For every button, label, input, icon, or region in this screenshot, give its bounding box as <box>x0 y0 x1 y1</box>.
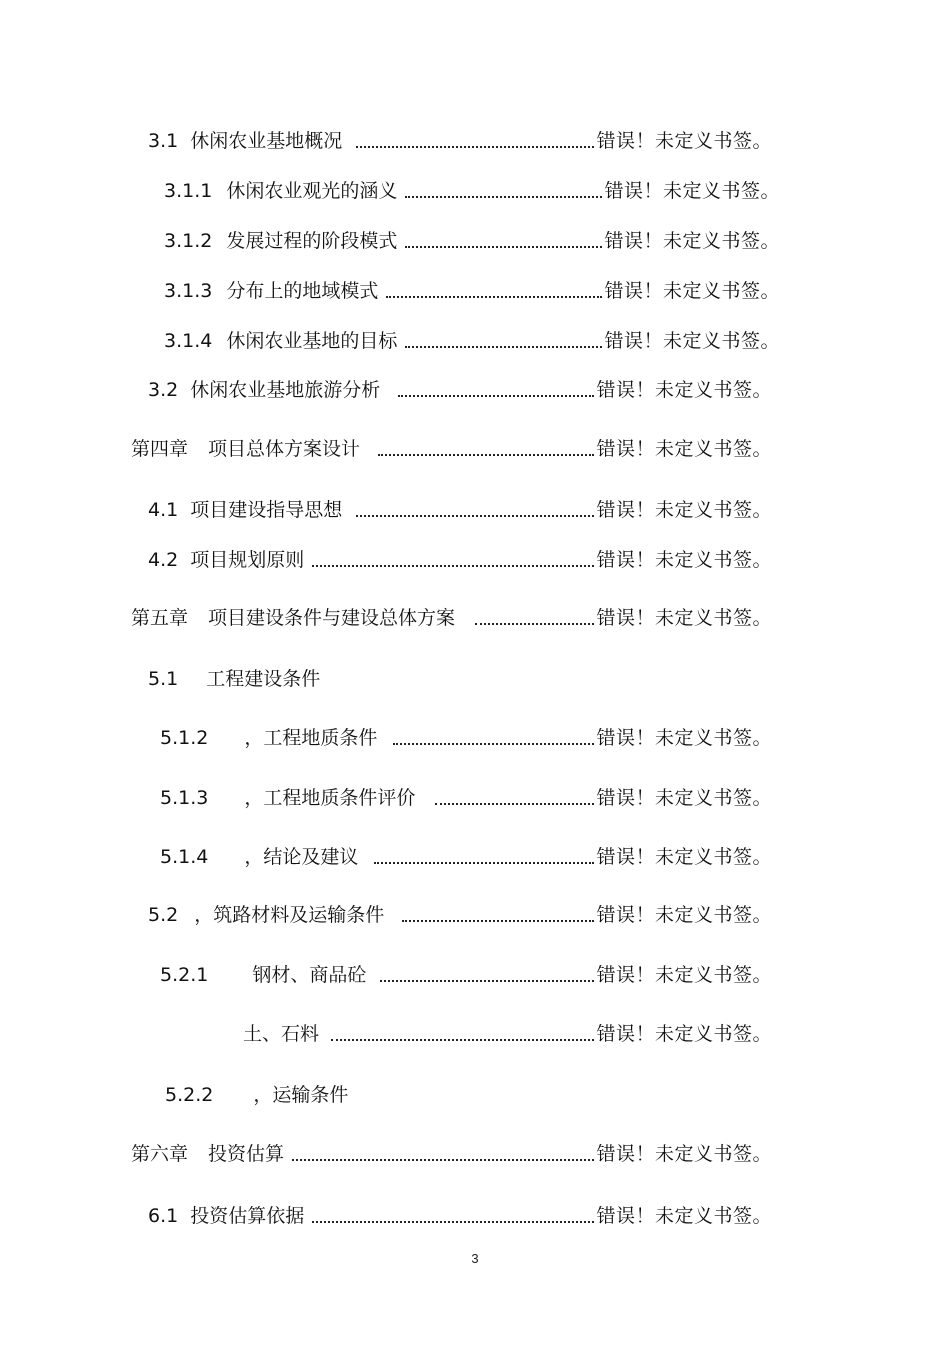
page-number: 3 <box>471 1251 479 1266</box>
toc-entry-page-ref: 错误！未定义书签。 <box>604 330 780 352</box>
toc-entry-page-ref: 错误！未定义书签。 <box>596 1143 772 1165</box>
toc-entry[interactable] <box>0 176 950 206</box>
toc-chapter-number: 第四章 <box>131 438 189 460</box>
toc-entry-number: 5.2.2 <box>165 1084 214 1106</box>
toc-dot-leader <box>356 126 594 156</box>
toc-entry-title: ，结论及建议 <box>244 846 359 868</box>
toc-chapter-entry[interactable] <box>0 1139 950 1169</box>
toc-entry[interactable] <box>0 664 950 694</box>
toc-entry-number: 3.1.3 <box>164 280 213 302</box>
toc-entry-title: ，工程地质条件 <box>244 727 378 749</box>
toc-entry-number: 4.1 <box>148 499 179 521</box>
toc-entry-number: 5.1.3 <box>160 787 209 809</box>
toc-entry[interactable] <box>0 326 950 356</box>
toc-chapter-title: 项目总体方案设计 <box>208 438 361 460</box>
toc-entry-number: 4.2 <box>148 549 179 571</box>
toc-entry-page-ref: 错误！未定义书签。 <box>596 904 772 926</box>
toc-entry-page-ref: 错误！未定义书签。 <box>596 379 772 401</box>
toc-entry-page-ref: 错误！未定义书签。 <box>596 499 772 521</box>
toc-entry-title: 休闲农业基地的目标 <box>226 330 398 352</box>
toc-dot-leader <box>393 723 594 753</box>
toc-dot-leader <box>475 603 594 633</box>
toc-entry-number: 3.1 <box>148 130 179 152</box>
toc-entry-page-ref: 错误！未定义书签。 <box>604 180 780 202</box>
toc-dot-leader <box>292 1139 594 1169</box>
toc-dot-leader <box>405 226 602 256</box>
toc-dot-leader <box>386 276 602 306</box>
toc-entry-title: 休闲农业基地概况 <box>190 130 343 152</box>
toc-entry-title: 土、石料 <box>243 1023 320 1045</box>
toc-entry[interactable] <box>0 783 950 813</box>
toc-entry-number: 5.1.4 <box>160 846 209 868</box>
toc-entry[interactable] <box>0 1080 950 1110</box>
toc-entry[interactable] <box>0 495 950 525</box>
toc-dot-leader <box>380 960 594 990</box>
toc-entry-page-ref: 错误！未定义书签。 <box>596 130 772 152</box>
toc-entry-title: 投资估算依据 <box>190 1205 305 1227</box>
toc-dot-leader <box>331 1019 594 1049</box>
toc-entry-number: 3.1.2 <box>164 230 213 252</box>
toc-entry-page-ref: 错误！未定义书签。 <box>596 787 772 809</box>
toc-entry[interactable] <box>0 126 950 156</box>
toc-entry[interactable] <box>0 960 950 990</box>
toc-dot-leader <box>398 375 594 405</box>
toc-entry-title: 发展过程的阶段模式 <box>226 230 398 252</box>
toc-entry[interactable] <box>0 375 950 405</box>
toc-entry[interactable] <box>0 226 950 256</box>
toc-dot-leader <box>356 495 594 525</box>
toc-entry-page-ref: 错误！未定义书签。 <box>596 1023 772 1045</box>
toc-entry-number: 3.1.4 <box>164 330 213 352</box>
toc-entry-page-ref: 错误！未定义书签。 <box>596 607 772 629</box>
toc-dot-leader <box>405 326 602 356</box>
toc-chapter-title: 投资估算 <box>208 1143 285 1165</box>
toc-chapter-number: 第六章 <box>131 1143 189 1165</box>
toc-dot-leader <box>378 434 594 464</box>
toc-entry[interactable] <box>0 900 950 930</box>
toc-entry-title: 工程建设条件 <box>206 668 321 690</box>
toc-dot-leader <box>435 783 594 813</box>
toc-entry-number: 5.1 <box>148 668 179 690</box>
toc-entry[interactable] <box>0 723 950 753</box>
toc-entry-page-ref: 错误！未定义书签。 <box>604 280 780 302</box>
toc-entry[interactable] <box>0 276 950 306</box>
toc-dot-leader <box>312 545 594 575</box>
toc-entry-number: 3.1.1 <box>164 180 213 202</box>
toc-entry[interactable] <box>0 1201 950 1231</box>
toc-entry-page-ref: 错误！未定义书签。 <box>596 846 772 868</box>
toc-dot-leader <box>402 900 594 930</box>
toc-entry-title: ，运输条件 <box>253 1084 349 1106</box>
toc-entry-number: 5.2 <box>148 904 179 926</box>
toc-dot-leader <box>374 842 594 872</box>
toc-entry-number: 5.2.1 <box>160 964 209 986</box>
toc-entry-number: 3.2 <box>148 379 179 401</box>
toc-entry-title: ，工程地质条件评价 <box>244 787 416 809</box>
toc-entry-page-ref: 错误！未定义书签。 <box>596 438 772 460</box>
toc-entry-title: 项目建设指导思想 <box>190 499 343 521</box>
toc-entry-page-ref: 错误！未定义书签。 <box>596 1205 772 1227</box>
toc-entry-title: 分布上的地域模式 <box>226 280 379 302</box>
toc-entry-page-ref: 错误！未定义书签。 <box>596 964 772 986</box>
toc-dot-leader <box>405 176 602 206</box>
toc-chapter-number: 第五章 <box>131 607 189 629</box>
toc-entry-title: 钢材、商品砼 <box>252 964 367 986</box>
toc-entry[interactable] <box>0 842 950 872</box>
toc-entry[interactable] <box>0 545 950 575</box>
toc-entry-title: 休闲农业基地旅游分析 <box>190 379 381 401</box>
toc-entry-title: ，筑路材料及运输条件 <box>194 904 385 926</box>
toc-entry-title: 项目规划原则 <box>190 549 305 571</box>
toc-entry[interactable] <box>0 1019 950 1049</box>
toc-entry-page-ref: 错误！未定义书签。 <box>596 549 772 571</box>
toc-chapter-entry[interactable] <box>0 434 950 464</box>
toc-entry-number: 5.1.2 <box>160 727 209 749</box>
toc-chapter-entry[interactable] <box>0 603 950 633</box>
toc-entry-page-ref: 错误！未定义书签。 <box>596 727 772 749</box>
toc-entry-number: 6.1 <box>148 1205 179 1227</box>
toc-entry-page-ref: 错误！未定义书签。 <box>604 230 780 252</box>
toc-chapter-title: 项目建设条件与建设总体方案 <box>208 607 456 629</box>
toc-dot-leader <box>312 1201 594 1231</box>
toc-entry-title: 休闲农业观光的涵义 <box>226 180 398 202</box>
